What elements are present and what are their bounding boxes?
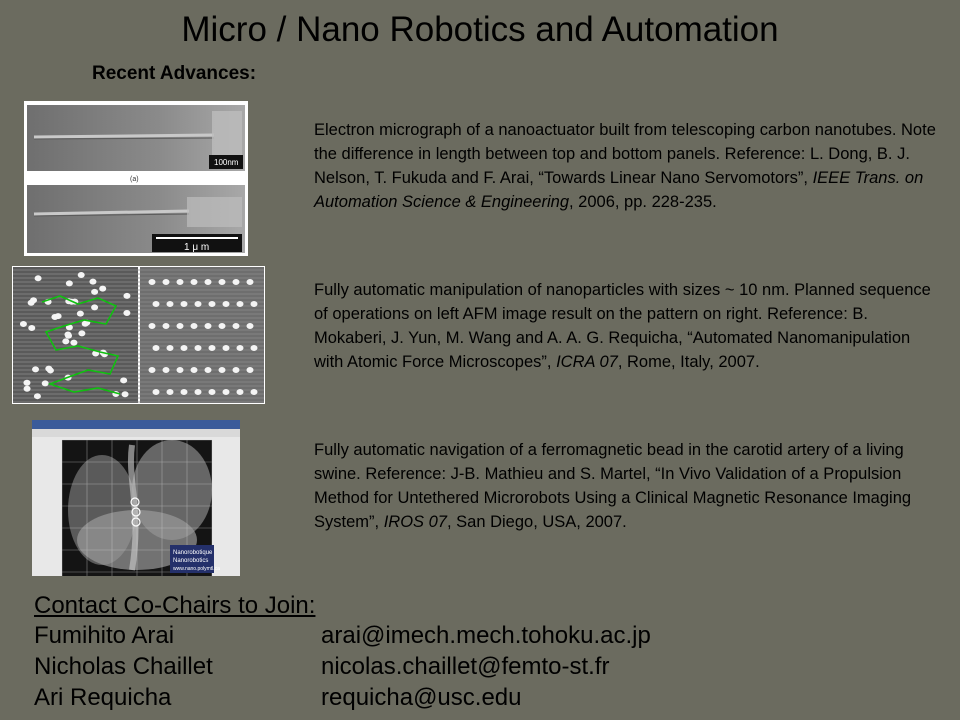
item-2-text: [314, 278, 944, 374]
nanoparticle: [219, 323, 226, 329]
nanoparticle: [191, 367, 198, 373]
nanoparticle: [209, 345, 216, 351]
contact-heading: Contact Co-Chairs to Join:: [34, 592, 316, 619]
nanoparticle: [35, 275, 42, 281]
nanoparticle: [70, 340, 77, 346]
afm-nanoparticle-images: [12, 266, 265, 404]
nanoparticle: [223, 301, 230, 307]
nanoparticle: [233, 279, 240, 285]
nanoparticle: [223, 389, 230, 395]
scale-label-bottom: 1 μ m: [184, 242, 210, 253]
nanoparticle: [237, 389, 244, 395]
item-3-venue: IROS 07: [383, 513, 447, 531]
nanoparticle: [177, 279, 184, 285]
nanoparticle: [153, 345, 160, 351]
nanoparticle: [34, 393, 41, 399]
nanoparticle: [233, 367, 240, 373]
nanoactuator-micrograph: [24, 101, 248, 256]
nanoparticle: [149, 279, 156, 285]
section-subtitle: Recent Advances:: [92, 63, 257, 84]
nanoparticle: [177, 367, 184, 373]
overlay-line-3: www.nano.polymtl.ca: [173, 566, 220, 572]
nanoparticle: [163, 323, 170, 329]
nanoparticle: [149, 323, 156, 329]
nanoparticle: [181, 389, 188, 395]
nanoparticle: [123, 293, 130, 299]
nanoparticle: [51, 314, 58, 320]
nanoparticle: [32, 366, 39, 372]
nanoparticle: [23, 380, 30, 386]
nanoparticle: [247, 323, 254, 329]
nanoparticle: [20, 321, 27, 327]
nanoparticle: [30, 297, 37, 303]
nanoparticle: [205, 323, 212, 329]
nanoparticle: [195, 301, 202, 307]
afm-right-panel: [140, 267, 264, 403]
nanoparticle: [123, 310, 130, 316]
cochair-name-3: Ari Requicha: [34, 684, 172, 711]
item-3-text: [314, 438, 944, 534]
item-3-tail: , San Diego, USA, 2007.: [446, 513, 627, 531]
nanoparticle: [209, 389, 216, 395]
item-3-desc: Fully automatic navigation of a ferromagnetic bead in the carotid artery of a living swine. Reference: J-B. Mathieu and S. Martel, “In Vivo Validation of a Propulsion Method for Untethered Microrobots Using a Clinical Magnetic Resonance Imaging System”,: [314, 441, 912, 531]
nanoparticle: [163, 367, 170, 373]
nanoparticle: [120, 377, 127, 383]
nanoparticle: [167, 345, 174, 351]
nanoparticle: [195, 345, 202, 351]
nanoparticle: [149, 367, 156, 373]
nanoparticle: [247, 367, 254, 373]
nanoparticle: [28, 325, 35, 331]
cochair-name-1: Fumihito Arai: [34, 622, 175, 649]
nanoparticle: [64, 331, 71, 337]
nanoparticle: [78, 272, 85, 278]
page-title: Micro / Nano Robotics and Automation: [181, 10, 779, 49]
item-2-desc: Fully automatic manipulation of nanoparticles with sizes ~ 10 nm. Planned sequence of operations on left AFM image result on the pattern on right. Reference: B. Mokaberi, J. Yun, M. Wang and A. A. G. Requicha, “Automated Nanomanipulation with Atomic Force Microscopes”,: [314, 281, 931, 371]
overlay-line-1: Nanorobotique: [173, 550, 213, 556]
nanoparticle: [42, 380, 49, 386]
nanoparticle: [237, 301, 244, 307]
nanoparticle: [251, 301, 258, 307]
nanoparticle: [153, 389, 160, 395]
nanoparticle: [99, 286, 106, 292]
nanoparticle: [247, 279, 254, 285]
nanoparticle: [91, 289, 98, 295]
nanoparticle: [195, 389, 202, 395]
nanoparticle: [177, 323, 184, 329]
nanoparticle: [153, 301, 160, 307]
nanoparticle: [191, 279, 198, 285]
mri-navigation-image: [32, 420, 240, 576]
nanoparticle: [233, 323, 240, 329]
nanoparticle: [91, 304, 98, 310]
scale-label-top: 100nm: [214, 158, 239, 167]
nanoparticle: [219, 279, 226, 285]
cochair-email-1[interactable]: arai@imech.mech.tohoku.ac.jp: [321, 622, 651, 649]
nanoparticle: [205, 367, 212, 373]
panel-label: (a): [130, 176, 139, 183]
cochair-name-2: Nicholas Chaillet: [34, 653, 213, 680]
nanoparticle: [167, 389, 174, 395]
nanoparticle: [167, 301, 174, 307]
nanoparticle: [45, 366, 52, 372]
overlay-line-2: Nanorobotics: [173, 558, 209, 564]
item-1-desc: Electron micrograph of a nanoactuator built from telescoping carbon nanotubes. Note the difference in length between top and bottom panels. Reference: L. Dong, B. J. Nelson, T. Fukuda and F. Arai, “Towards Linear Nano Servomotors”,: [314, 121, 936, 187]
nanoparticle: [77, 311, 84, 317]
nanoparticle: [62, 338, 69, 344]
nanoparticle: [163, 279, 170, 285]
item-1-tail: , 2006, pp. 228-235.: [569, 193, 717, 211]
cochair-email-3[interactable]: requicha@usc.edu: [321, 684, 522, 711]
nanoparticle: [251, 345, 258, 351]
nanoparticle: [122, 391, 129, 397]
item-1-venue: IEEE Trans. on Automation Science & Engineering: [314, 169, 924, 211]
item-2-tail: , Rome, Italy, 2007.: [617, 353, 760, 371]
afm-left-panel: [13, 267, 138, 403]
nanoparticle: [219, 367, 226, 373]
nanoparticle: [191, 323, 198, 329]
cochair-email-2[interactable]: nicolas.chaillet@femto-st.fr: [321, 653, 610, 680]
nanoparticle: [66, 280, 73, 286]
nanoparticle: [237, 345, 244, 351]
nanoparticle: [78, 330, 85, 336]
nanoparticle: [205, 279, 212, 285]
item-2-venue: ICRA 07: [556, 353, 618, 371]
nanoparticle: [209, 301, 216, 307]
nanoparticle: [24, 386, 31, 392]
nanoparticle: [223, 345, 230, 351]
nanoparticle: [181, 345, 188, 351]
nanoparticle: [89, 279, 96, 285]
nanoparticle: [181, 301, 188, 307]
nanoparticle: [251, 389, 258, 395]
item-1-text: [314, 118, 944, 214]
